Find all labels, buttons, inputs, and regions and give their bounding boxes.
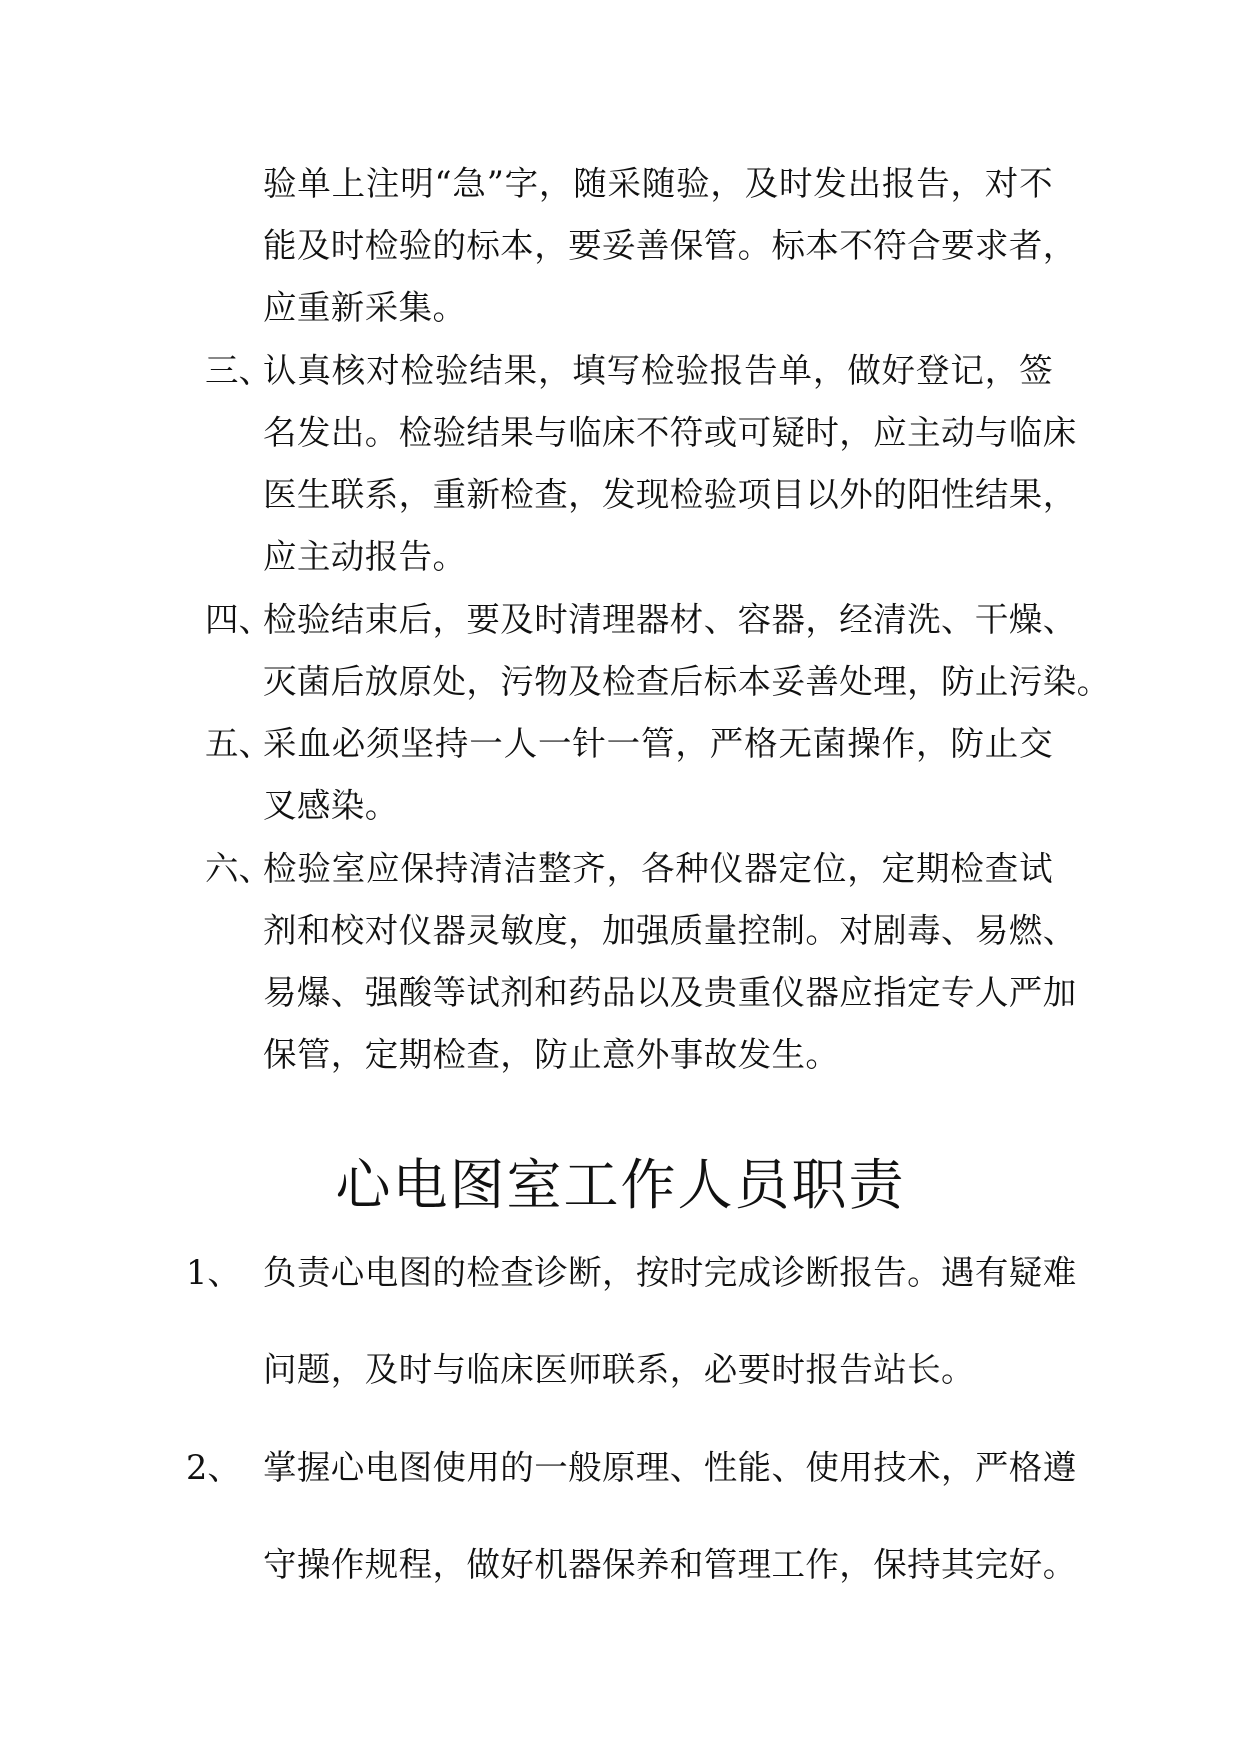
text-line: 名发出。检验结果与临床不符或可疑时，应主动与临床 <box>263 413 1077 452</box>
text-line: 检验结束后，要及时清理器材、容器，经清洗、干燥、 <box>263 600 1077 639</box>
text-line: 负责心电图的检查诊断，按时完成诊断报告。遇有疑难 <box>263 1253 1077 1292</box>
text-line: 采血必须坚持一人一针一管，严格无菌操作，防止交 <box>263 724 1053 763</box>
text-line: 应重新采集。 <box>263 288 467 327</box>
text-line: 应主动报告。 <box>263 537 467 576</box>
text-line: 剂和校对仪器灵敏度，加强质量控制。对剧毒、易燃、 <box>263 911 1077 950</box>
section-title: 心电图室工作人员职责 <box>335 1153 906 1217</box>
text-line: 检验室应保持清洁整齐，各种仪器定位，定期检查试 <box>263 849 1053 888</box>
item-number: 1、 <box>186 1253 241 1292</box>
text-line: 能及时检验的标本，要妥善保管。标本不符合要求者， <box>263 226 1077 265</box>
text-line: 灭菌后放原处，污物及检查后标本妥善处理，防止污染。 <box>263 662 1111 701</box>
rule-marker: 六、 <box>205 849 272 888</box>
text-line: 医生联系，重新检查，发现检验项目以外的阳性结果， <box>263 475 1077 514</box>
rule-marker: 五、 <box>205 724 272 763</box>
text-line: 守操作规程，做好机器保养和管理工作，保持其完好。 <box>263 1545 1077 1584</box>
text-line: 掌握心电图使用的一般原理、性能、使用技术，严格遵 <box>263 1448 1077 1487</box>
rule-marker: 三、 <box>205 351 272 390</box>
rule-marker: 四、 <box>205 600 272 639</box>
text-line: 保管，定期检查，防止意外事故发生。 <box>263 1035 840 1074</box>
text-line: 叉感染。 <box>263 786 399 825</box>
text-line: 问题，及时与临床医师联系，必要时报告站长。 <box>263 1350 975 1389</box>
item-number: 2、 <box>186 1448 241 1487</box>
text-line: 验单上注明“急”字，随采随验，及时发出报告，对不 <box>263 164 1053 203</box>
text-line: 易爆、强酸等试剂和药品以及贵重仪器应指定专人严加 <box>263 973 1077 1012</box>
text-line: 认真核对检验结果，填写检验报告单，做好登记，签 <box>263 351 1053 390</box>
